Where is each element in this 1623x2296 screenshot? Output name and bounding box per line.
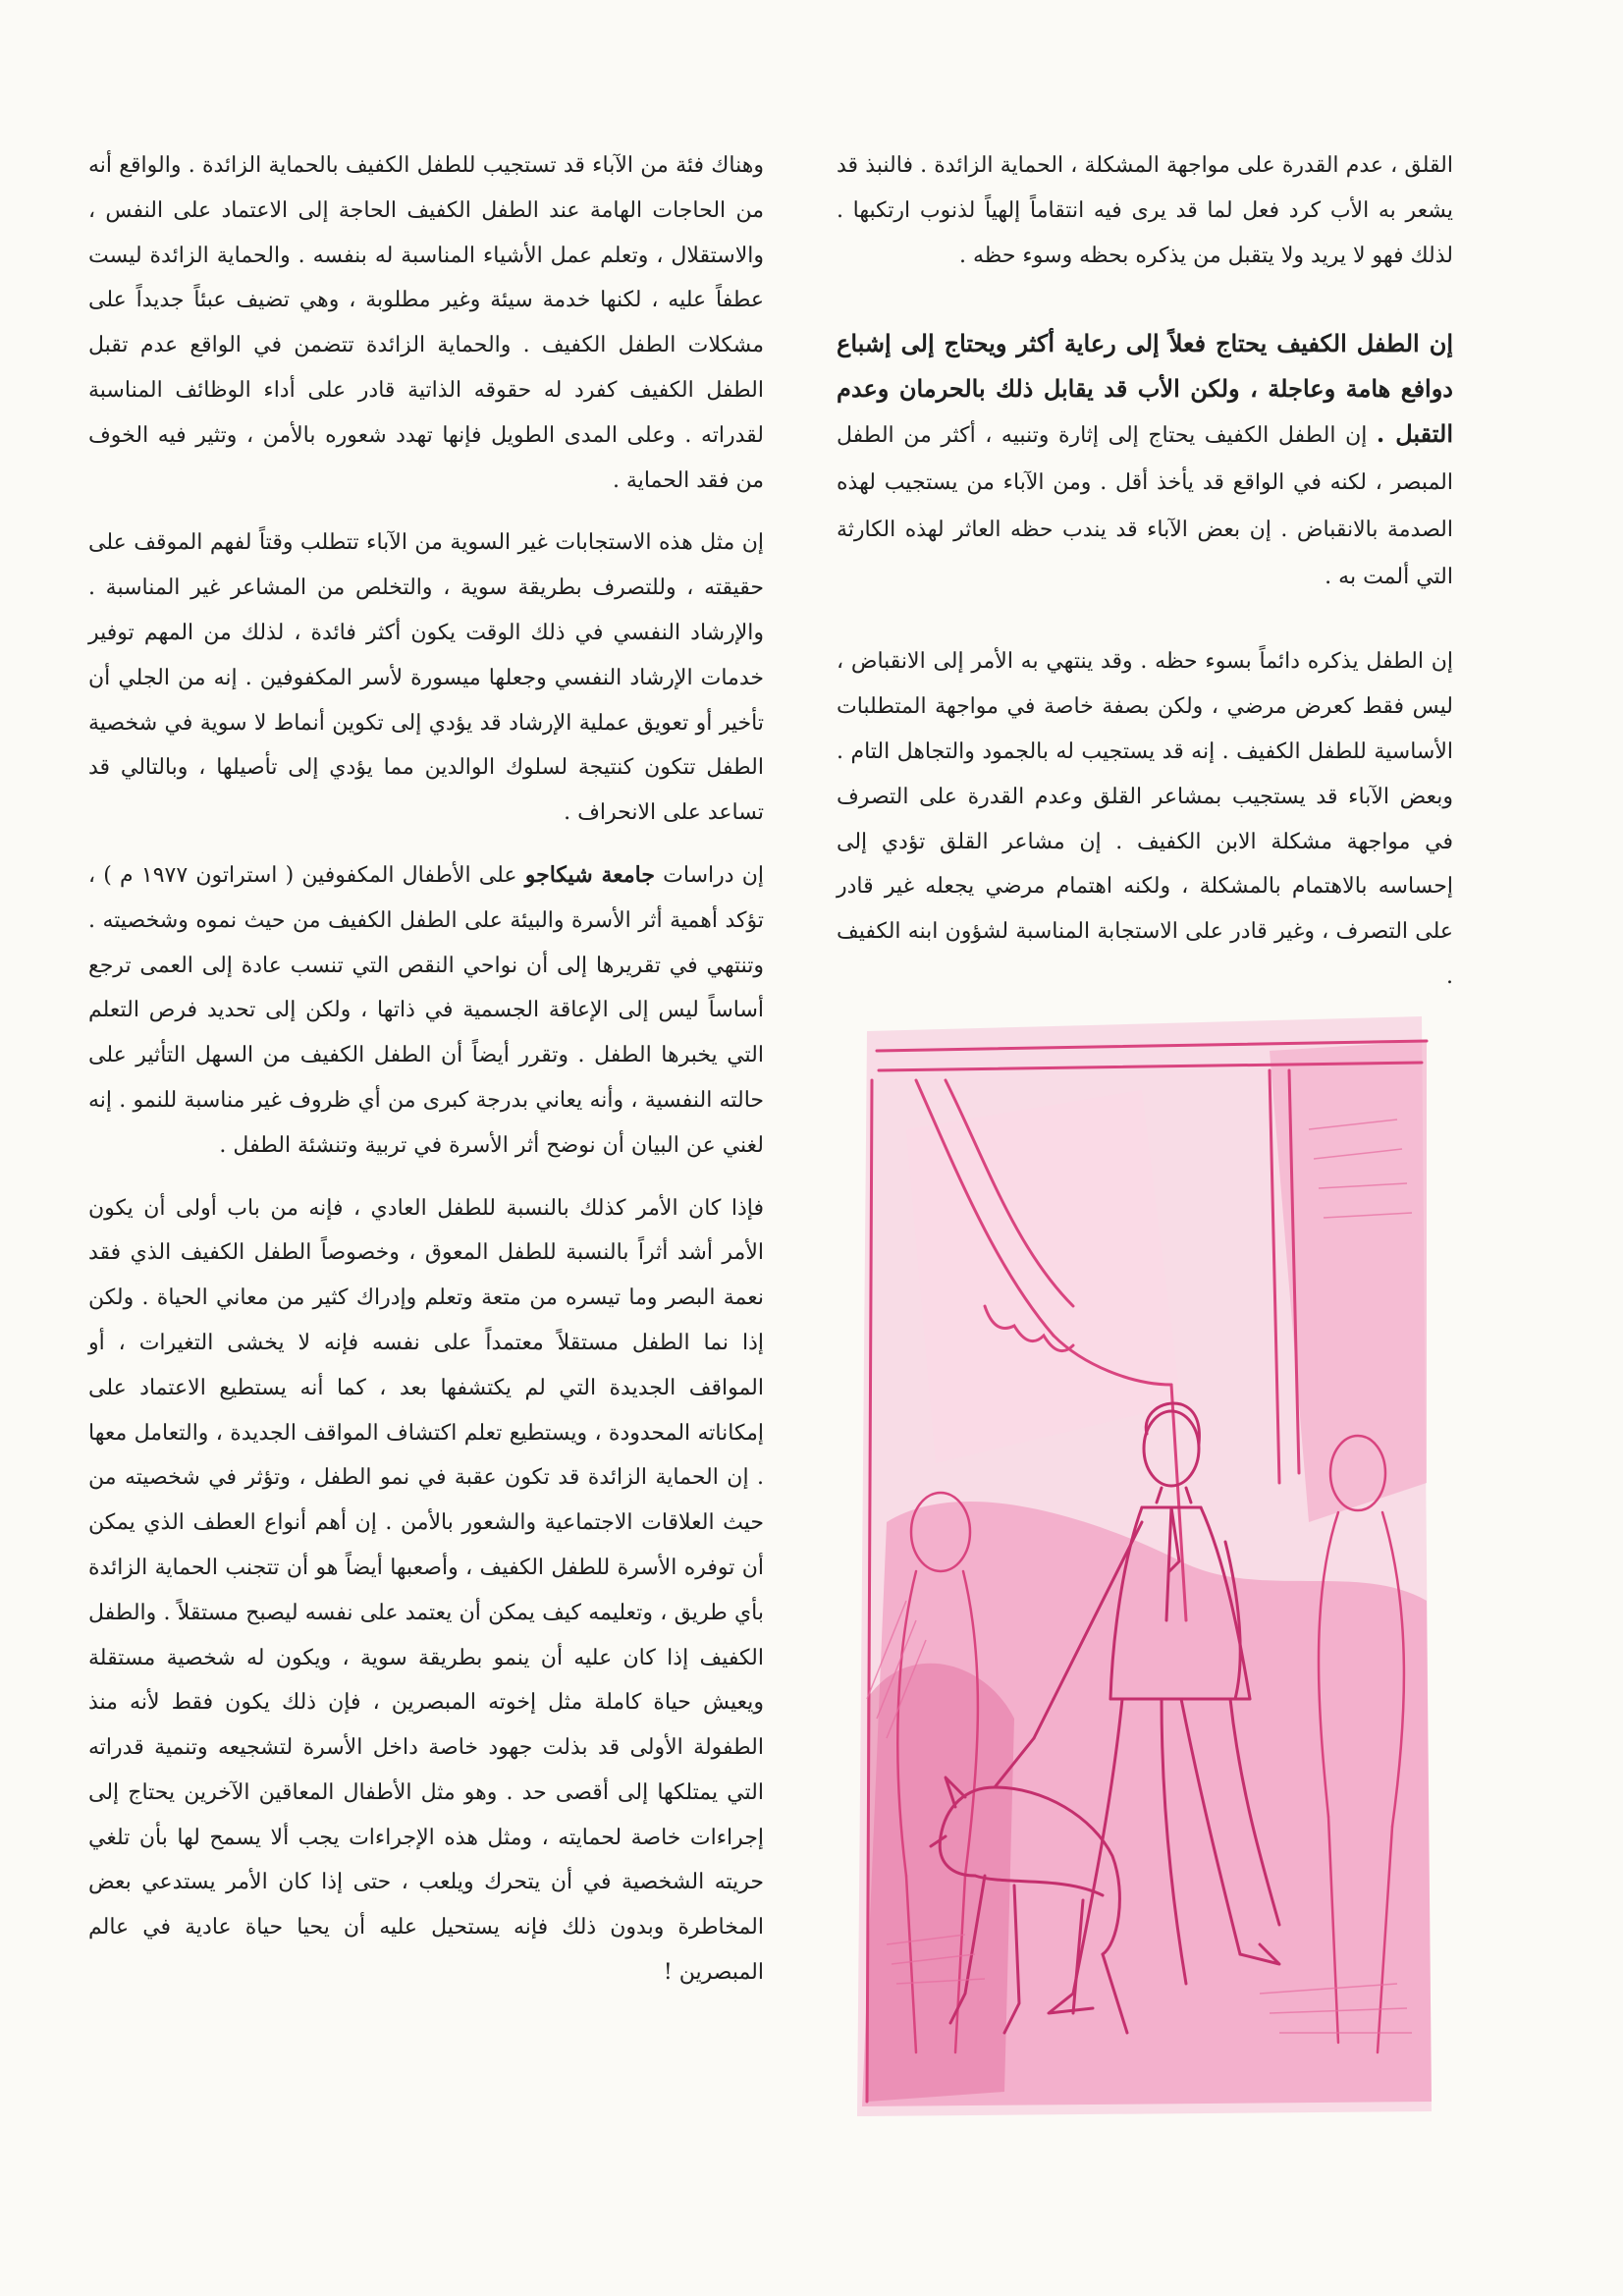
- right-column: [837, 143, 1453, 1017]
- sketch-icon: [847, 1011, 1436, 2119]
- university-name: جامعة شيكاجو: [524, 861, 655, 888]
- paragraph: فإذا كان الأمر كذلك بالنسبة للطفل العادي ، فإنه من باب أولى أن يكون الأمر أشد أثراً بالنسبة للطفل المعوق ، وخصوصاً الطفل الكفيف الذي فقد نعمة البصر وما تيسره من متعة وتعلم وإدراك كثير من معاني الحياة . ولكن إذا نما الطفل مستقلاً معتمداً على نفسه فإنه لا يخشى التغيرات ، أو المواقف الجديدة التي لم يكتشفها بعد ، كما أنه يستطيع الاعتماد على إمكاناته المحدودة ، ويستطيع تعلم اكتشاف المواقف الجديدة ، والتعامل معها . إن الحماية الزائدة قد تكون عقبة في نمو الطفل ، وتؤثر في شخصيته من حيث العلاقات الاجتماعية والشعور بالأمن . إن أهم أنواع العطف الذي يمكن أن توفره الأسرة للطفل الكفيف ، وأصعبها أيضاً هو أن تتجنب الحماية الزائدة بأي طريق ، وتعليمه كيف يمكن أن يعتمد على نفسه ليصبح مستقلاً . والطفل الكفيف إذا كان عليه أن ينمو بطريقة سوية ، ويكون له شخصية مستقلة ويعيش حياة كاملة مثل إخوته المبصرين ، فإن ذلك يكون فقط لأنه منذ الطفولة الأولى قد بذلت جهود خاصة داخل الأسرة لتشجيعه وتنمية قدراته التي يمتلكها إلى أقصى حد . وهو مثل الأطفال المعاقين الآخرين يحتاج إلى إجراءات خاصة لحمايته ، ومثل هذه الإجراءات يجب ألا يسمح لها بأن تلغي حريته الشخصية في أن يتحرك ويلعب ، حتى إذا كان الأمر يستدعي بعض المخاطرة وبدون ذلك فإنه يستحيل عليه أن يحيا حياة عادية في عالم المبصرين !: [88, 1195, 764, 1986]
- paragraph: وهناك فئة من الآباء قد تستجيب للطفل الكفيف بالحماية الزائدة . والواقع أنه من الحاجات الهامة عند الطفل الكفيف الحاجة إلى الاعتماد على النفس ، والاستقلال ، وتعلم عمل الأشياء المناسبة له بنفسه . والحماية الزائدة ليست عطفاً عليه ، لكنها خدمة سيئة وغير مطلوبة ، وهي تضيف عبئاً جديداً على مشكلات الطفل الكفيف . والحماية الزائدة تتضمن في الواقع عدم تقبل الطفل الكفيف كفرد له حقوقه الذاتية قادر على أداء الوظائف المناسبة لقدراته . وعلى المدى الطويل فإنها تهدد شعوره بالأمن ، وتثير فيه الخوف من فقد الحماية .: [88, 153, 764, 493]
- paragraph-lead: إن دراسات: [654, 862, 765, 888]
- paragraph-text: على الأطفال المكفوفين ( استراتون ١٩٧٧ م ) ، تؤكد أهمية أثر الأسرة والبيئة على الطفل الكفيف من حيث نموه وشخصيته . وتنتهي في تقريرها إلى أن نواحي النقص التي تنسب عادة إلى العمى ترجع أساساً ليس إلى الإعاقة الجسمية في ذاتها ، ولكن إلى تحديد فرص التعلم التي يخبرها الطفل . وتقرر أيضاً أن الطفل الكفيف من السهل التأثير على حالته النفسية ، وأنه يعاني بدرجة كبرى من أي ظروف غير مناسبة للنمو . إنه لغني عن البيان أن نوضح أثر الأسرة في تربية وتنشئة الطفل .: [88, 862, 764, 1158]
- left-column: [88, 143, 764, 2013]
- blind-man-guide-dog-illustration: [847, 1011, 1436, 2119]
- paragraph: [88, 853, 764, 1169]
- pull-quote: [837, 321, 1453, 600]
- pull-quote-continuation: إن الطفل الكفيف يحتاج إلى إثارة وتنبيه ، أكثر من الطفل المبصر ، لكنه في الواقع قد يأخذ أقل . ومن الآباء من يستجيب لهذه الصدمة بالانقباض . إن بعض الآباء قد يندب حظه العاثر لهذه الكارثة التي ألمت به .: [837, 423, 1453, 590]
- pull-quote-bold: إن الطفل الكفيف يحتاج فعلاً إلى رعاية أكثر ويحتاج إلى إشباع دوافع هامة وعاجلة ، ولكن الأب قد يقابل ذلك بالحرمان وعدم التقبل .: [837, 329, 1453, 449]
- paragraph: القلق ، عدم القدرة على مواجهة المشكلة ، الحماية الزائدة . فالنبذ قد يشعر به الأب كرد فعل لما قد يرى فيه انتقاماً إلهياً لذنوب ارتكبها . لذلك فهو لا يريد ولا يتقبل من يذكره بحظه وسوء حظه .: [837, 153, 1453, 268]
- paragraph: إن مثل هذه الاستجابات غير السوية من الآباء تتطلب وقتاً لفهم الموقف على حقيقته ، وللتصرف بطريقة سوية ، والتخلص من المشاعر غير المناسبة . والإرشاد النفسي في ذلك الوقت يكون أكثر فائدة ، لذلك من المهم توفير خدمات الإرشاد النفسي وجعلها ميسورة لأسر المكفوفين . إنه من الجلي أن تأخير أو تعويق عملية الإرشاد قد يؤدي إلى تكوين أنماط لا سوية في شخصية الطفل تتكون كنتيجة لسلوك الوالدين مما يؤدي إلى تأصيلها ، وبالتالي قد تساعد على الانحراف .: [88, 530, 764, 826]
- paragraph: إن الطفل يذكره دائماً بسوء حظه . وقد ينتهي به الأمر إلى الانقباض ، ليس فقط كعرض مرضي ، ولكن بصفة خاصة في مواجهة المتطلبات الأساسية للطفل الكفيف . إنه قد يستجيب له بالجمود والتجاهل التام . وبعض الآباء قد يستجيب بمشاعر القلق وعدم القدرة على التصرف في مواجهة مشكلة الابن الكفيف . إن مشاعر القلق تؤدي إلى إحساسه بالاهتمام بالمشكلة ، ولكنه اهتمام مرضي يجعله غير قادر على التصرف ، وغير قادر على الاستجابة المناسبة لشؤون ابنه الكفيف .: [837, 649, 1453, 989]
